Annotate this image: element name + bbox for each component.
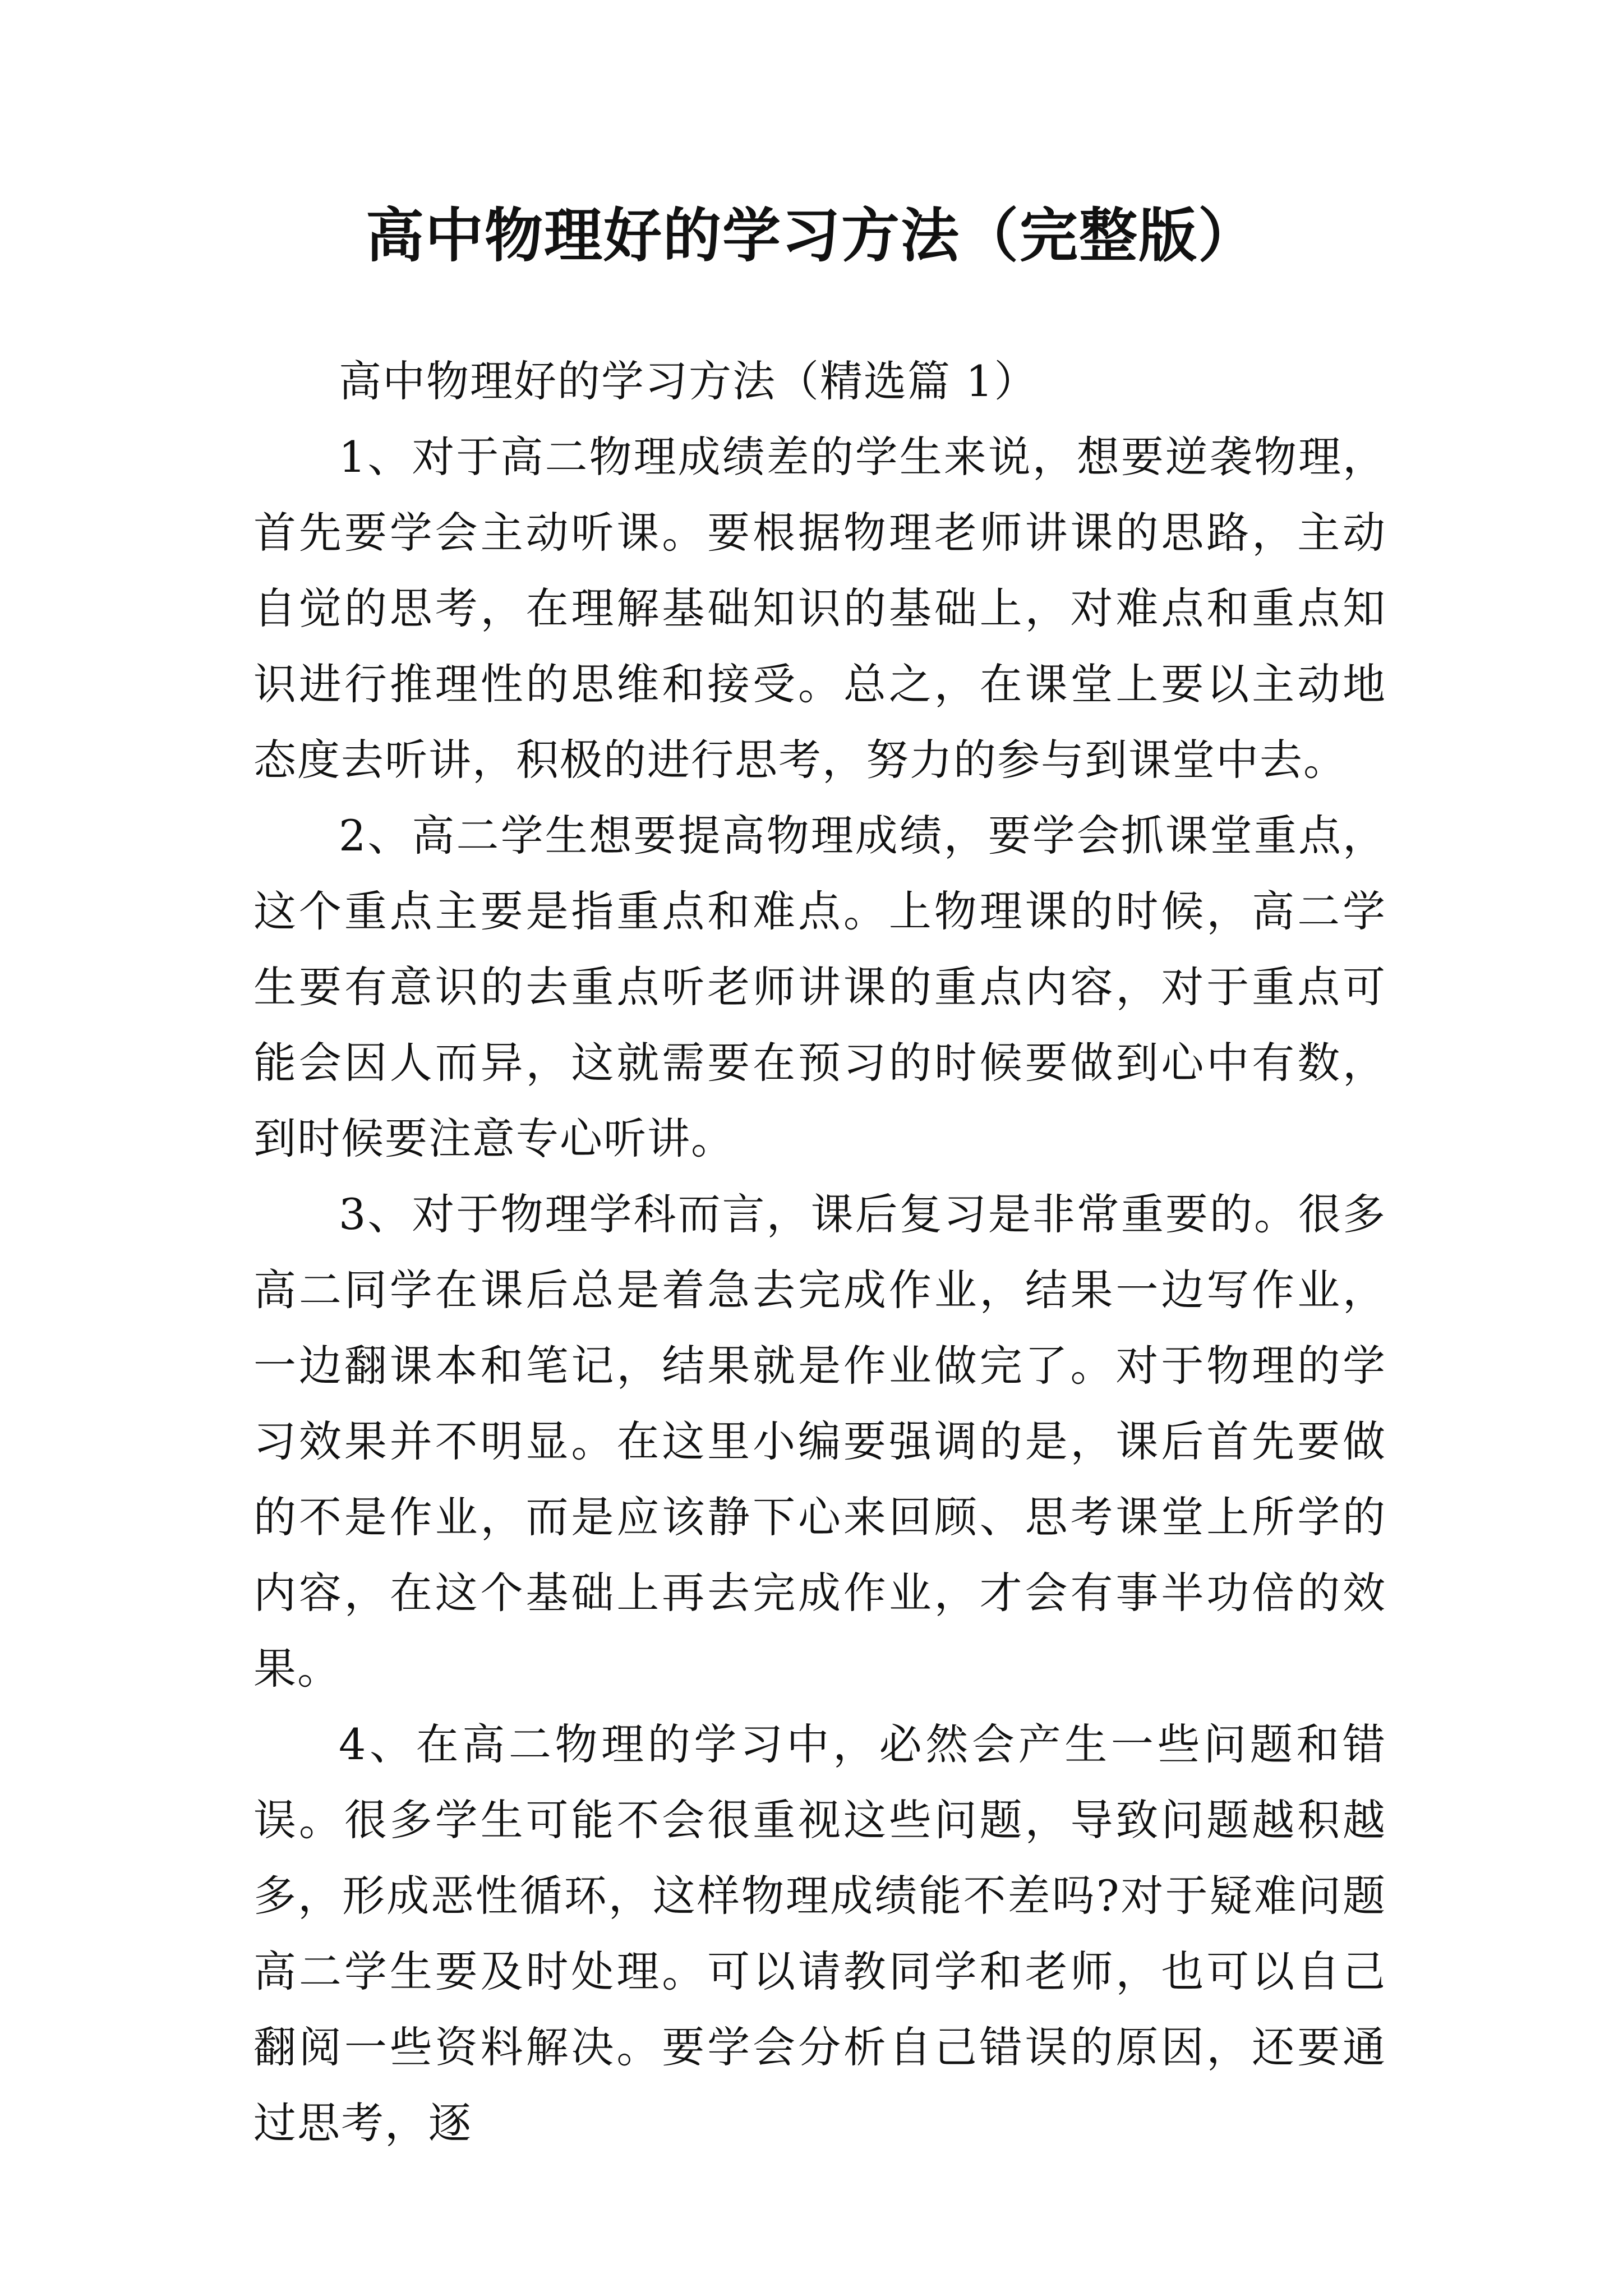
paragraph-3: 3、对于物理学科而言，课后复习是非常重要的。很多高二同学在课后总是着急去完成作业，结果一边写作业，一边翻课本和笔记，结果就是作业做完了。对于物理的学习效果并不明显。在这里小编要强调的是，课后首先要做的不是作业，而是应该静下心来回顾、思考课堂上所学的内容，在这个基础上再去完成作业，才会有事半功倍的效果。 — [253, 1189, 1386, 1694]
paragraph-2: 2、高二学生想要提高物理成绩，要学会抓课堂重点，这个重点主要是指重点和难点。上物理课的时候，高二学生要有意识的去重点听老师讲课的重点内容，对于重点可能会因人而异，这就需要在预习的时候要做到心中有数，到时候要注意专心听讲。 — [253, 811, 1386, 1163]
paragraph-1: 1、对于高二物理成绩差的学生来说，想要逆袭物理，首先要学会主动听课。要根据物理老师讲课的思路，主动自觉的思考，在理解基础知识的基础上，对难点和重点知识进行推理性的思维和接受。总之，在课堂上要以主动地态度去听讲，积极的进行思考，努力的参与到课堂中去。 — [253, 432, 1386, 785]
document-title: 高中物理好的学习方法（完整版） — [365, 201, 1257, 270]
document-body — [253, 343, 1386, 2161]
section-heading: 高中物理好的学习方法（精选篇 1） — [339, 356, 1038, 406]
paragraph-4: 4、在高二物理的学习中，必然会产生一些问题和错误。很多学生可能不会很重视这些问题，导致问题越积越多，形成恶性循环，这样物理成绩能不差吗?对于疑难问题高二学生要及时处理。可以请教同学和老师，也可以自己翻阅一些资料解决。要学会分析自己错误的原因，还要通过思考，逐 — [253, 1719, 1386, 2148]
